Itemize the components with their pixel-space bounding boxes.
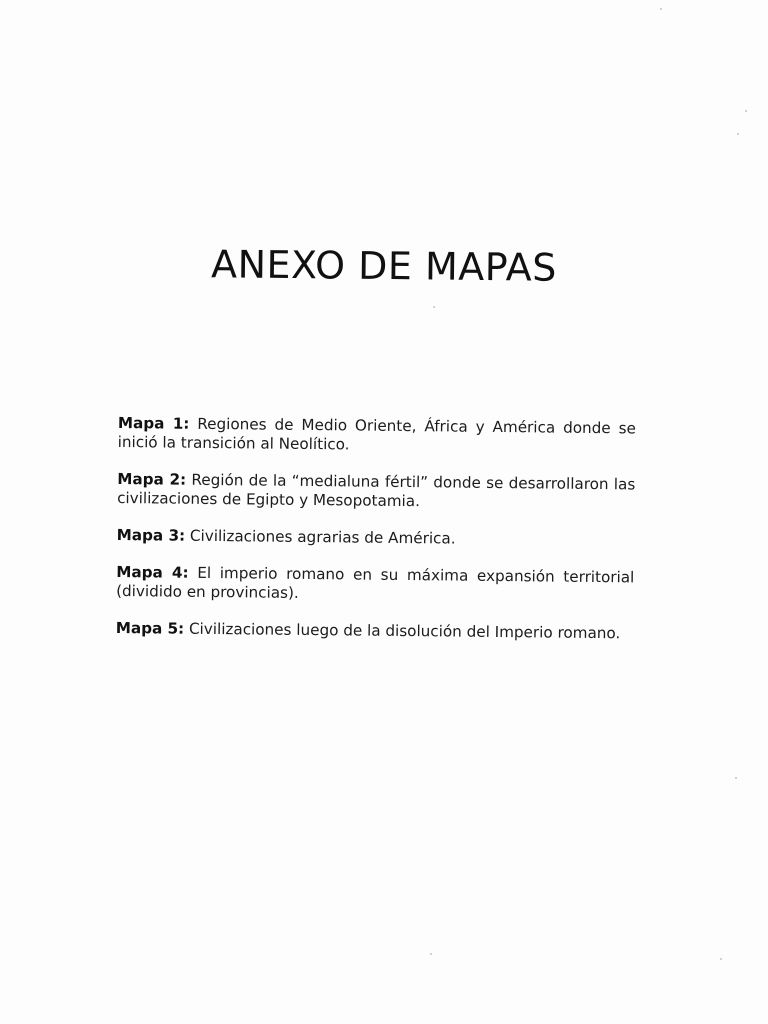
map-entry-text: Civilizaciones agrarias de América. [189, 526, 456, 548]
scan-speck [737, 133, 739, 135]
page-title: ANEXO DE MAPAS [210, 242, 558, 290]
scan-speck [745, 110, 747, 112]
map-entry-5 [116, 619, 634, 643]
map-entry-text: El imperio romano en su máxima expansión territorial (dividido en provincias). [116, 563, 635, 602]
scan-speck [433, 306, 435, 308]
map-entry-2 [117, 470, 635, 513]
map-entry-text: Regiones de Medio Oriente, África y América donde se inició la transición al Neolítico. [117, 414, 636, 454]
map-entry-4 [116, 563, 634, 606]
map-entry-text: Región de la “medialuna fértil” donde se desarrollaron las civilizaciones de Egipto y Mesopotamia. [117, 470, 636, 511]
map-list [115, 414, 636, 661]
map-entry-text: Civilizaciones luego de la disolución del Imperio romano. [188, 619, 621, 643]
map-entry-label: Mapa 5: [115, 618, 185, 638]
map-entry-label: Mapa 2: [117, 469, 187, 489]
scan-speck [735, 777, 737, 779]
map-entry-label: Mapa 3: [116, 525, 186, 545]
map-entry-1 [118, 414, 636, 457]
scan-speck [430, 953, 432, 955]
map-entry-label: Mapa 4: [116, 562, 189, 582]
map-entry-3 [117, 526, 635, 550]
scan-speck [660, 8, 662, 10]
scan-speck [720, 958, 722, 960]
map-entry-label: Mapa 1: [117, 414, 190, 433]
